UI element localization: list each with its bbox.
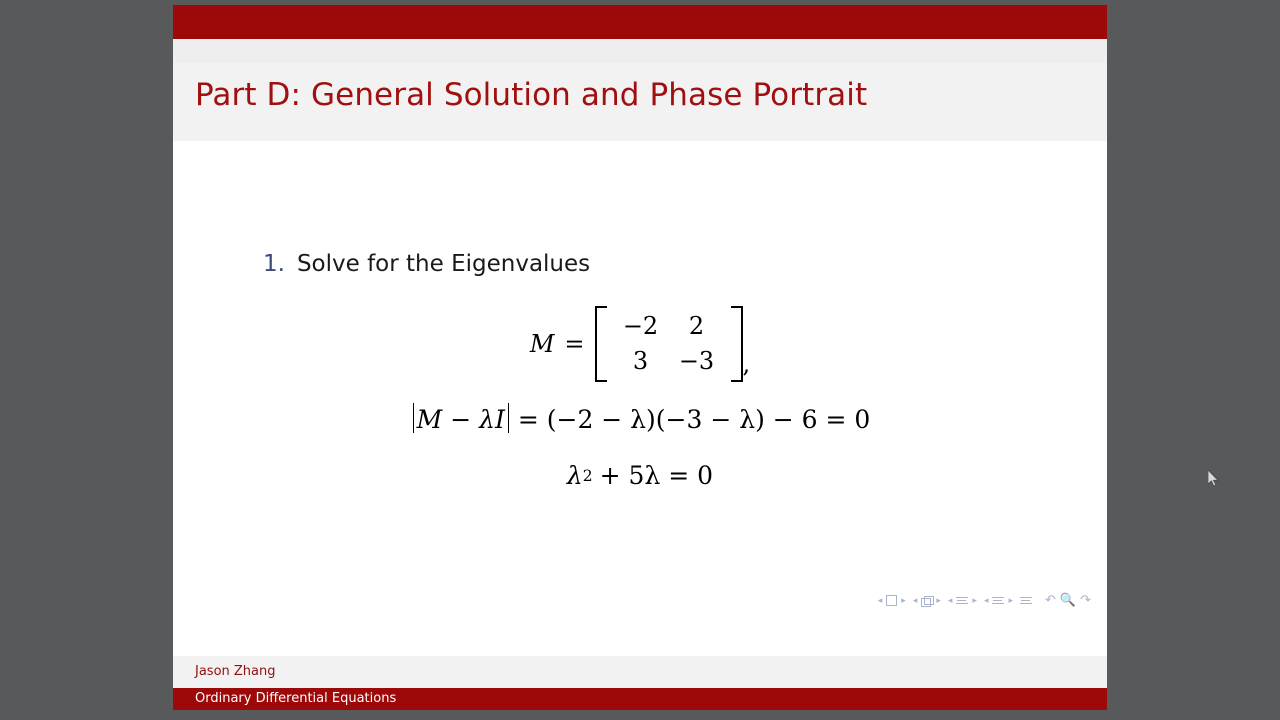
previous-subsection-icon[interactable]: ◂ [947, 595, 953, 606]
equation-characteristic [173, 404, 1107, 440]
frame-navigation-group[interactable] [913, 596, 941, 606]
presentation-icon[interactable] [1020, 596, 1032, 606]
next-frame-icon[interactable]: ▸ [936, 595, 941, 606]
slide-author-bar [173, 656, 1107, 688]
presentation-subject: Ordinary Differential Equations [195, 691, 397, 706]
subsection-icon[interactable] [956, 596, 968, 606]
previous-section-icon[interactable]: ◂ [983, 595, 989, 606]
section-navigation-group[interactable] [984, 596, 1013, 606]
determinant-expression: M − λI [416, 404, 505, 434]
subsection-navigation-group[interactable] [948, 596, 977, 606]
presentation-slide [173, 5, 1107, 710]
beamer-navigation-bar[interactable] [878, 593, 1091, 608]
slide-top-bar [173, 5, 1107, 39]
matrix-left-bracket [595, 306, 607, 382]
slide-navigation-group[interactable] [878, 595, 906, 606]
matrix-right-bracket [731, 306, 743, 382]
equation-quadratic [173, 461, 1107, 490]
slide-body [173, 141, 1107, 656]
matrix-trailing-comma: , [742, 349, 751, 378]
matrix-entries [607, 306, 731, 382]
next-subsection-icon[interactable]: ▸ [972, 595, 977, 606]
slide-title-band [173, 63, 1107, 141]
quadratic-rest: + 5λ = 0 [599, 461, 714, 490]
next-slide-icon[interactable]: ▸ [901, 595, 906, 606]
next-section-icon[interactable]: ▸ [1008, 595, 1013, 606]
determinant-right-bar [508, 403, 509, 433]
page-title: Part D: General Solution and Phase Portrait [195, 77, 868, 113]
matrix-cell: −3 [678, 346, 715, 375]
back-icon[interactable]: ↶ [1045, 593, 1056, 608]
previous-slide-icon[interactable]: ◂ [877, 595, 883, 606]
matrix-cell: 2 [688, 312, 705, 340]
equals-sign: = [564, 329, 585, 358]
equation-matrix-definition [173, 306, 1107, 382]
enumerated-item [263, 251, 590, 277]
mouse-cursor [1208, 470, 1220, 488]
presentation-navigation-group[interactable] [1020, 596, 1032, 606]
slide-nav-strip [173, 39, 1107, 63]
quadratic-exponent: 2 [582, 466, 593, 485]
enumeration-text: Solve for the Eigenvalues [296, 251, 591, 277]
current-slide-icon[interactable] [886, 595, 897, 606]
matrix-bracket-group [595, 306, 743, 382]
matrix-cell: −2 [622, 312, 659, 340]
search-icon[interactable]: 🔍 [1059, 593, 1077, 608]
matrix-symbol: M [529, 329, 555, 358]
matrix-cell: 3 [632, 346, 649, 375]
frame-icon[interactable] [921, 596, 932, 606]
section-icon[interactable] [992, 596, 1004, 606]
search-navigation-group[interactable] [1045, 593, 1091, 608]
forward-icon[interactable]: ↷ [1080, 593, 1091, 608]
slide-footer-bar [173, 688, 1107, 710]
quadratic-base: λ [566, 461, 583, 490]
determinant-left-bar [413, 403, 414, 433]
characteristic-rhs: = (−2 − λ)(−3 − λ) − 6 = 0 [517, 404, 871, 434]
enumeration-number: 1. [263, 251, 285, 277]
previous-frame-icon[interactable]: ◂ [912, 595, 918, 606]
author-name: Jason Zhang [195, 664, 276, 679]
